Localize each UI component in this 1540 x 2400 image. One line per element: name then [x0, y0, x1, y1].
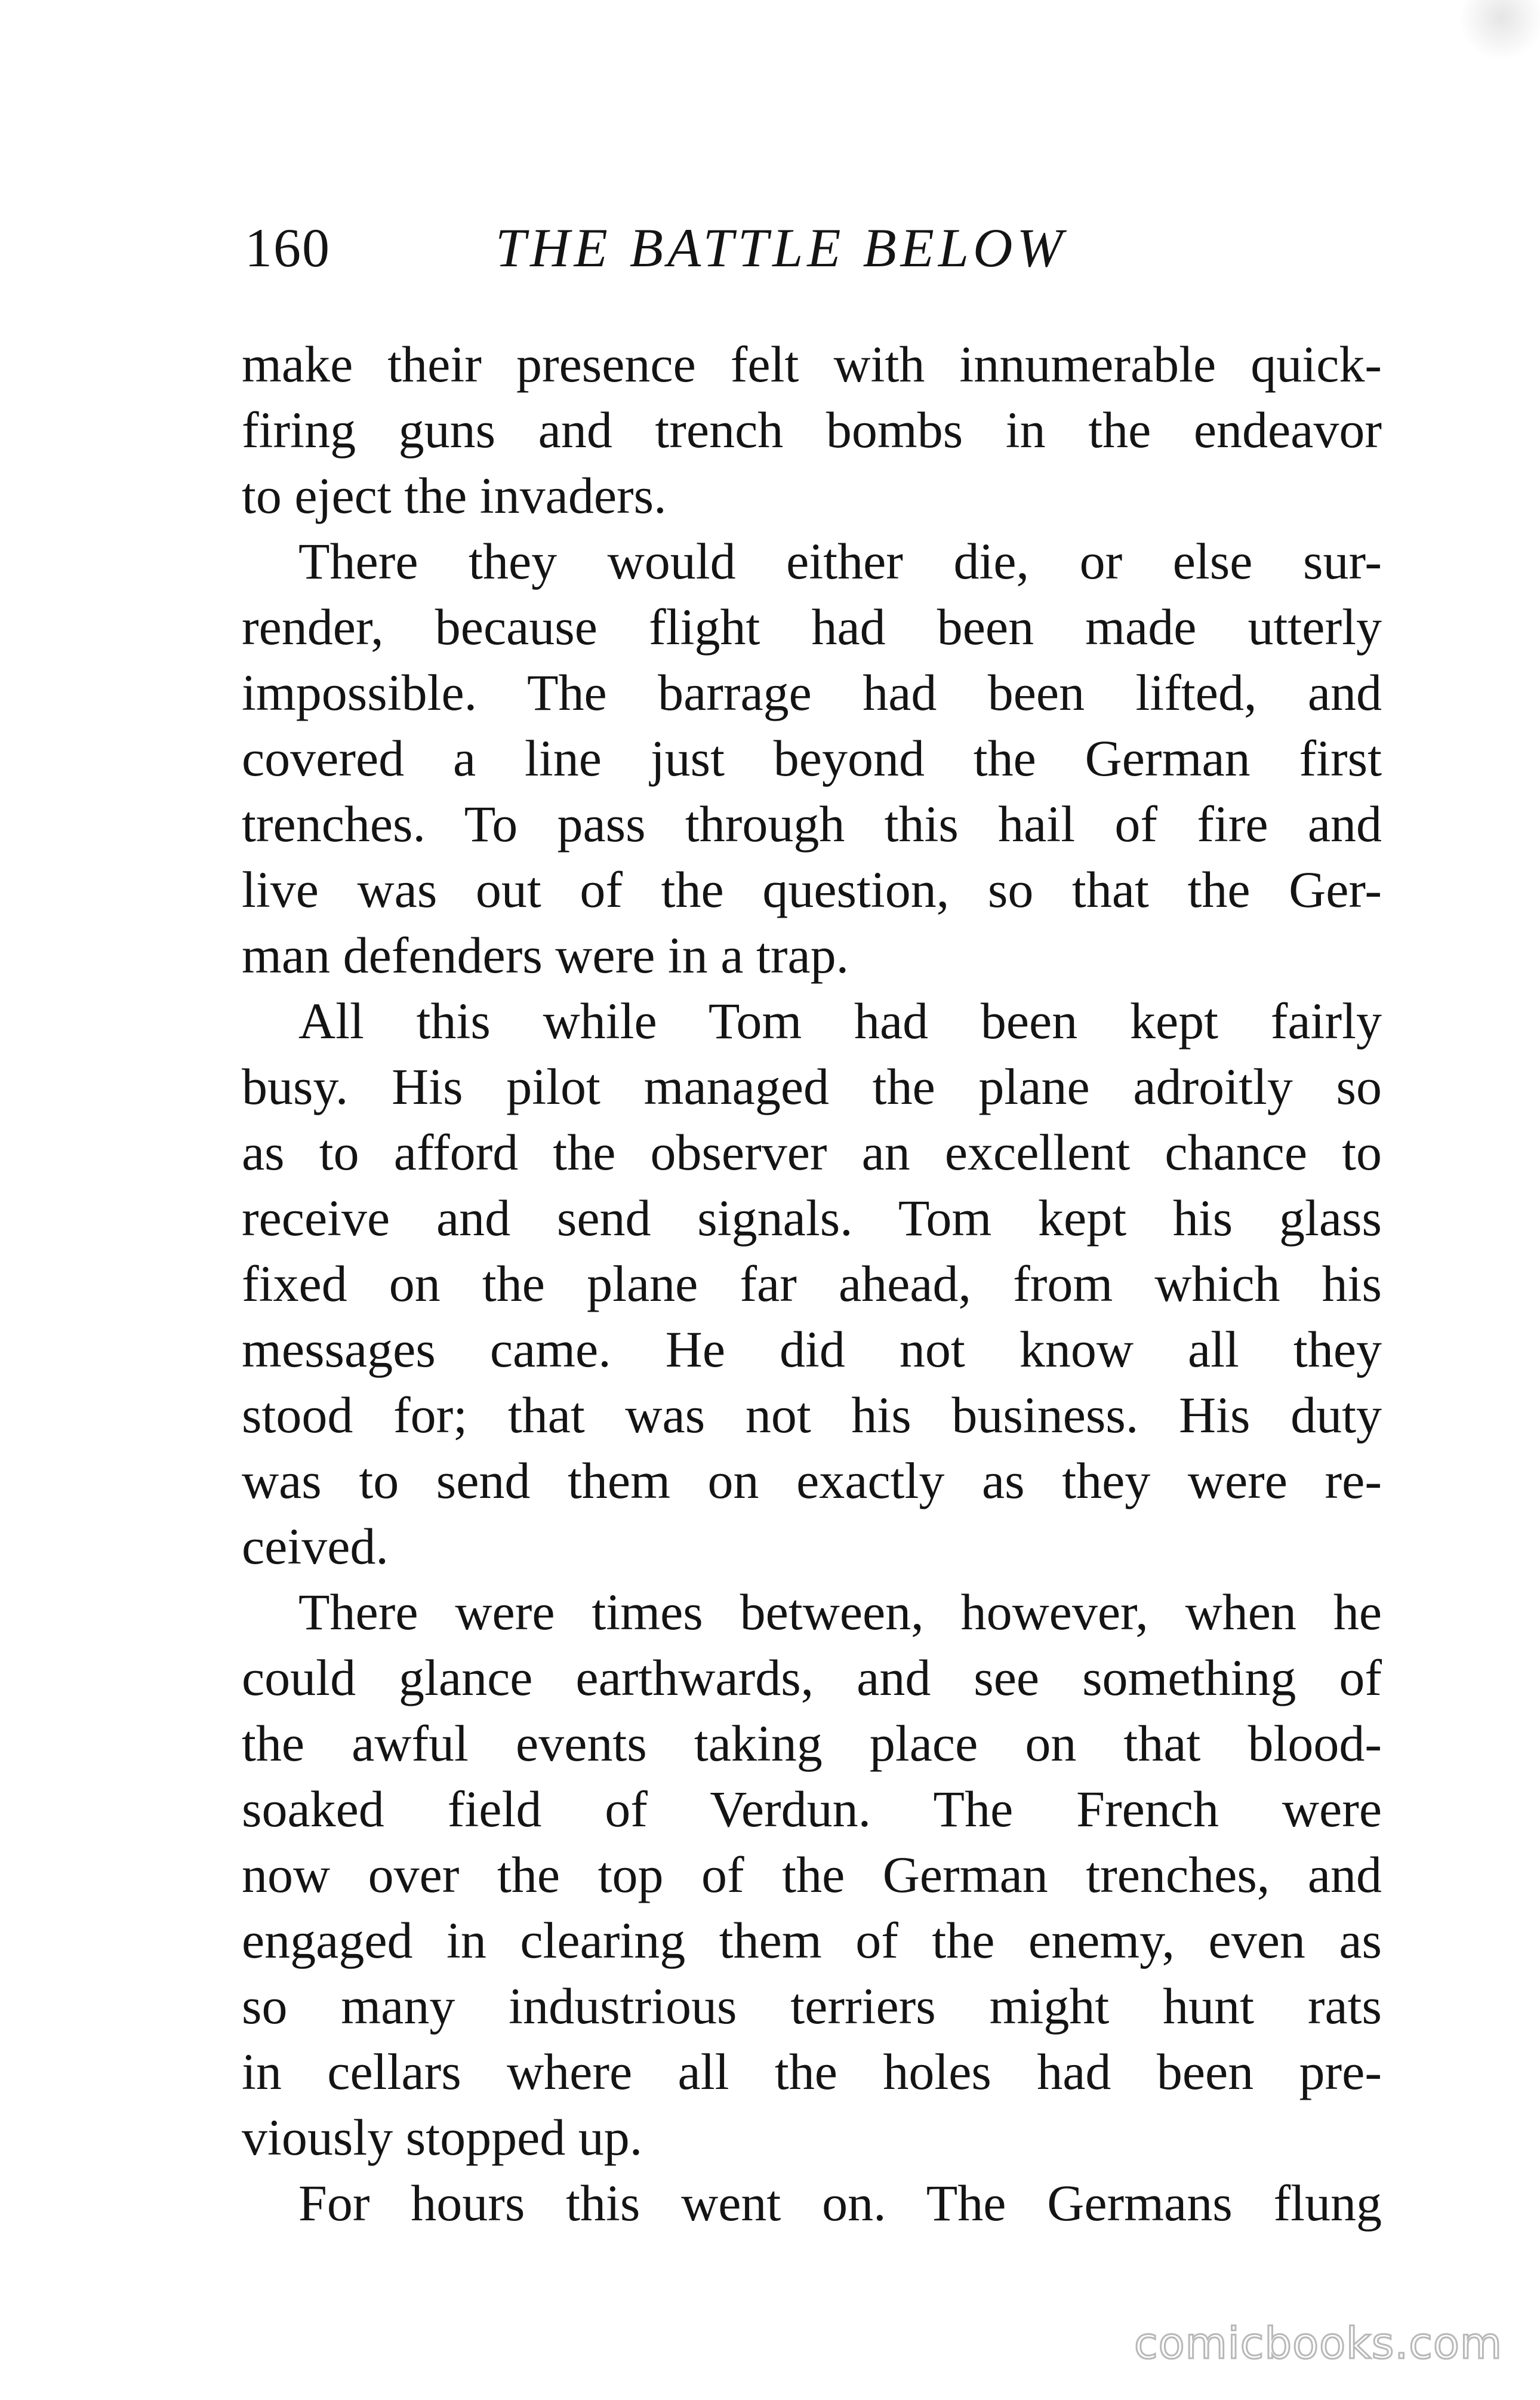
running-head	[245, 209, 1379, 287]
text-line: All this while Tom had been kept fairly	[298, 992, 1382, 1050]
text-line: could glance earthwards, and see something of	[242, 1649, 1382, 1706]
text-line: engaged in clearing them of the enemy, even as	[242, 1912, 1382, 1969]
page-number: 160	[245, 217, 331, 278]
text-line: For hours this went on. The Germans flung	[298, 2174, 1382, 2232]
text-line: There were times between, however, when he	[298, 1583, 1382, 1641]
body-text	[242, 331, 1382, 2236]
text-line: impossible. The barrage had been lifted, and	[242, 664, 1382, 721]
text-line: viously stopped up.	[242, 2109, 643, 2166]
text-line: covered a line just beyond the German first	[242, 730, 1382, 787]
text-line: receive and send signals. Tom kept his glass	[242, 1189, 1382, 1247]
text-line: to eject the invaders.	[242, 467, 667, 524]
running-title: THE BATTLE BELOW	[495, 217, 1067, 278]
text-line: make their presence felt with innumerable quick-	[242, 336, 1382, 393]
text-line: as to afford the observer an excellent chance to	[242, 1124, 1382, 1181]
text-line: messages came. He did not know all they	[242, 1321, 1382, 1378]
text-line: soaked field of Verdun. The French were	[242, 1780, 1382, 1838]
text-line: stood for; that was not his business. His duty	[242, 1386, 1382, 1444]
text-line: live was out of the question, so that the Ger-	[242, 861, 1382, 918]
text-line: the awful events taking place on that blood-	[242, 1715, 1382, 1772]
text-line: firing guns and trench bombs in the endeavor	[242, 401, 1382, 459]
text-line: was to send them on exactly as they were re-	[242, 1452, 1382, 1509]
text-line: There they would either die, or else sur-	[298, 533, 1382, 590]
scan-noise	[1444, 0, 1540, 60]
text-line: fixed on the plane far ahead, from which his	[242, 1255, 1382, 1312]
text-line: so many industrious terriers might hunt rats	[242, 1977, 1382, 2035]
text-line: render, because flight had been made utterly	[242, 598, 1382, 656]
text-line: ceived.	[242, 1518, 389, 1575]
text-line: man defenders were in a trap.	[242, 927, 849, 984]
text-line: now over the top of the German trenches, and	[242, 1846, 1382, 1903]
text-line: busy. His pilot managed the plane adroitly so	[242, 1058, 1382, 1115]
text-line: trenches. To pass through this hail of fire and	[242, 795, 1382, 853]
text-line: in cellars where all the holes had been pre-	[242, 2043, 1382, 2100]
watermark: comicbooks.com	[1134, 2318, 1503, 2368]
